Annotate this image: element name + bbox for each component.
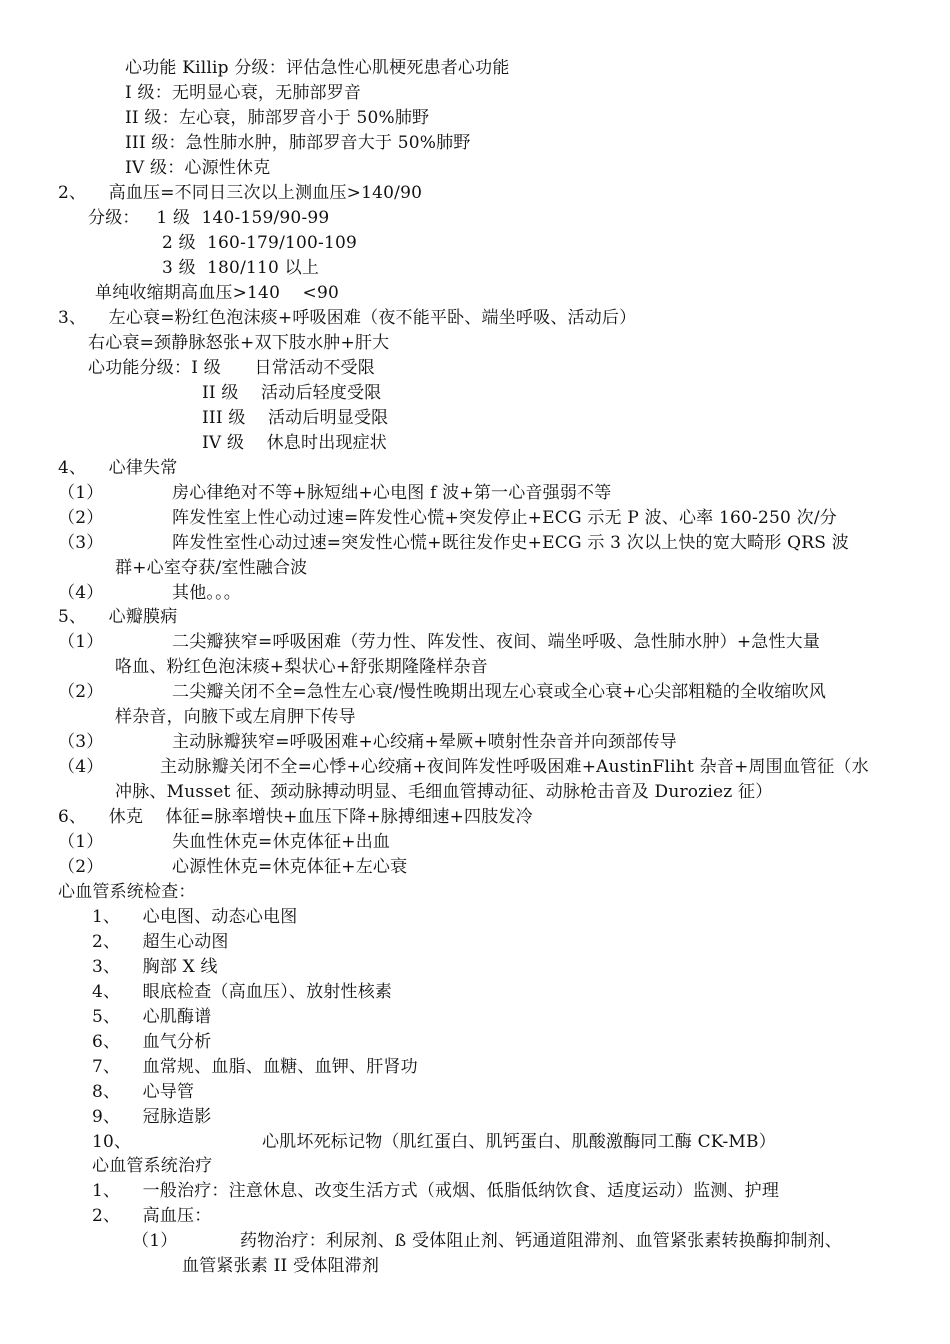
text-line: 血管紧张素 II 受体阻滞剂 bbox=[182, 1256, 380, 1276]
text-line: 心功能分级：I 级 日常活动不受限 bbox=[88, 358, 375, 378]
text-line: 单纯收缩期高血压>140 <90 bbox=[95, 283, 339, 303]
text-line: II 级：左心衰，肺部罗音小于 50%肺野 bbox=[125, 108, 430, 128]
text-line: 10、 bbox=[92, 1132, 132, 1152]
text-line: 6、 血气分析 bbox=[92, 1032, 212, 1052]
text-line: （2） bbox=[58, 857, 104, 877]
text-line: 心源性休克=休克体征+左心衰 bbox=[172, 857, 408, 877]
text-line: 3、 胸部 X 线 bbox=[92, 957, 218, 977]
text-line: 房心律绝对不等+脉短绌+心电图 f 波+第一心音强弱不等 bbox=[172, 483, 612, 503]
text-line: （1） bbox=[58, 483, 104, 503]
text-line: （3） bbox=[58, 533, 104, 553]
text-line: （4） bbox=[58, 583, 104, 603]
text-line: 药物治疗：利尿剂、ß 受体阻止剂、钙通道阻滞剂、血管紧张素转换酶抑制剂、 bbox=[240, 1231, 842, 1251]
text-line: （1） bbox=[58, 632, 104, 652]
text-line: 3、 左心衰=粉红色泡沫痰+呼吸困难（夜不能平卧、端坐呼吸、活动后） bbox=[58, 308, 637, 328]
text-line: 9、 冠脉造影 bbox=[92, 1107, 212, 1127]
text-line: 主动脉瓣狭窄=呼吸困难+心绞痛+晕厥+喷射性杂音并向颈部传导 bbox=[172, 732, 677, 752]
text-line: 心血管系统检查： bbox=[58, 882, 196, 902]
text-line: 群+心室夺获/室性融合波 bbox=[115, 558, 308, 578]
text-line: 4、 心律失常 bbox=[58, 458, 178, 478]
text-line: 二尖瓣狭窄=呼吸困难（劳力性、阵发性、夜间、端坐呼吸、急性肺水肿）+急性大量 bbox=[172, 632, 821, 652]
text-line: 2、 高血压=不同日三次以上测血压>140/90 bbox=[58, 183, 423, 203]
text-line: 二尖瓣关闭不全=急性左心衰/慢性晚期出现左心衰或全心衰+心尖部粗糙的全收缩吹风 bbox=[172, 682, 827, 702]
text-line: III 级：急性肺水肿，肺部罗音大于 50%肺野 bbox=[125, 133, 471, 153]
text-line: 1、 一般治疗：注意休息、改变生活方式（戒烟、低脂低纳饮食、适度运动）监测、护理 bbox=[92, 1181, 780, 1201]
text-line: （1） bbox=[132, 1231, 178, 1251]
text-line: 心肌坏死标记物（肌红蛋白、肌钙蛋白、肌酸激酶同工酶 CK-MB） bbox=[262, 1132, 776, 1152]
text-line: IV 级 休息时出现症状 bbox=[202, 433, 388, 453]
text-line: 阵发性室性心动过速=突发性心慌+既往发作史+ECG 示 3 次以上快的宽大畸形 QRS 波 bbox=[172, 533, 849, 553]
text-line: 2、 高血压： bbox=[92, 1206, 212, 1226]
text-line: 样杂音，向腋下或左肩胛下传导 bbox=[115, 707, 356, 727]
text-line: 1、 心电图、动态心电图 bbox=[92, 907, 298, 927]
text-line: 失血性休克=休克体征+出血 bbox=[172, 832, 391, 852]
text-line: 咯血、粉红色泡沫痰+梨状心+舒张期隆隆样杂音 bbox=[115, 657, 488, 677]
text-line: III 级 活动后明显受限 bbox=[202, 408, 389, 428]
text-line: 4、 眼底检查（高血压）、放射性核素 bbox=[92, 982, 393, 1002]
text-line: （2） bbox=[58, 682, 104, 702]
text-line: 2、 超生心动图 bbox=[92, 932, 229, 952]
text-line: 5、 心瓣膜病 bbox=[58, 607, 178, 627]
text-line: 8、 心导管 bbox=[92, 1082, 195, 1102]
text-line: 3 级 180/110 以上 bbox=[162, 258, 320, 278]
text-line: （3） bbox=[58, 732, 104, 752]
text-line: （4） bbox=[58, 757, 104, 777]
text-line: 5、 心肌酶谱 bbox=[92, 1007, 212, 1027]
text-line: IV 级：心源性休克 bbox=[125, 158, 271, 178]
text-line: 阵发性室上性心动过速=阵发性心慌+突发停止+ECG 示无 P 波、心率 160-250 次/分 bbox=[172, 508, 837, 528]
text-line: 主动脉瓣关闭不全=心悸+心绞痛+夜间阵发性呼吸困难+AustinFliht 杂音+周围血管征（水 bbox=[160, 757, 869, 777]
text-line: 6、 休克 体征=脉率增快+血压下降+脉搏细速+四肢发冷 bbox=[58, 807, 533, 827]
text-line: II 级 活动后轻度受限 bbox=[202, 383, 382, 403]
text-line: 心血管系统治疗 bbox=[92, 1156, 213, 1176]
text-line: 冲脉、Musset 征、颈动脉搏动明显、毛细血管搏动征、动脉枪击音及 Duroziez 征） bbox=[115, 782, 773, 802]
text-line: 其他。。。 bbox=[172, 583, 241, 603]
text-line: 2 级 160-179/100-109 bbox=[162, 233, 358, 253]
text-line: 心功能 Killip 分级：评估急性心肌梗死患者心功能 bbox=[125, 58, 510, 78]
text-line: （2） bbox=[58, 508, 104, 528]
text-line: 右心衰=颈静脉怒张+双下肢水肿+肝大 bbox=[88, 333, 390, 353]
text-line: I 级：无明显心衰，无肺部罗音 bbox=[125, 83, 362, 103]
text-line: （1） bbox=[58, 832, 104, 852]
text-line: 分级： 1 级 140-159/90-99 bbox=[88, 208, 330, 228]
text-line: 7、 血常规、血脂、血糖、血钾、肝肾功 bbox=[92, 1057, 418, 1077]
